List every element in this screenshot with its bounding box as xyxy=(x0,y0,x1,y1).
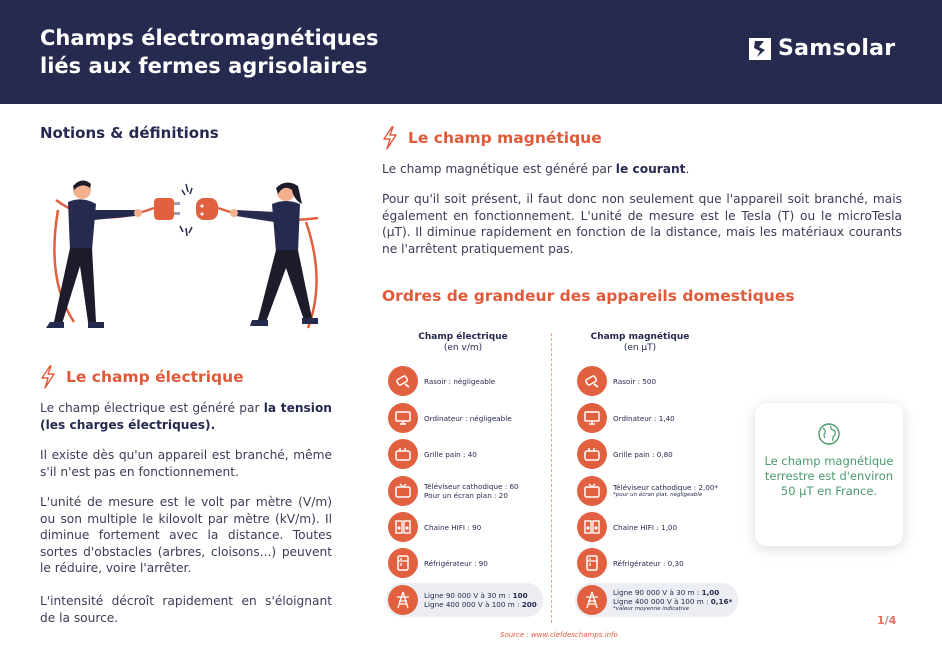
list-item-magnetic-hifi: Chaine HIFI : 1,00 xyxy=(577,512,677,542)
tug-of-war-plug-illustration xyxy=(36,170,336,335)
lightning-bolt-icon xyxy=(40,365,56,389)
magnetic-column-header: Champ magnétique (en µT) xyxy=(590,332,690,353)
magnetic-field-heading xyxy=(382,126,602,150)
notions-title: Notions & définitions xyxy=(40,124,219,142)
list-item-magnetic-tv: Téléviseur cathodique : 2,00* *pour un écran plat, négligeable xyxy=(577,476,718,506)
list-item-electric-powerline: Ligne 90 000 V à 30 m : 100 Ligne 400 000 V à 100 m : 200 xyxy=(386,583,543,617)
ordres-title: Ordres de grandeur des appareils domestiques xyxy=(382,287,795,305)
tv-icon xyxy=(577,476,607,506)
pylon-icon xyxy=(388,585,418,615)
electric-p4: L'intensité décroît rapidement en s'éloignant de la source. xyxy=(40,594,332,625)
list-item-electric-fridge: Réfrigérateur : 90 xyxy=(388,548,488,578)
hifi-icon xyxy=(388,512,418,542)
globe-icon xyxy=(817,422,841,446)
magnetic-p2: Pour qu'il soit présent, il faut donc non seulement que l'appareil soit branché, mais également en fonctionnement. L'unité de mesure est le Tesla (T) ou le microTesla (µT). Il diminue rapidement en fonction de la distance, mais les matériaux courants ne l'arrêtent pratiquement pas. xyxy=(382,192,902,256)
electric-field-heading xyxy=(40,365,244,389)
magnetic-field-title: Le champ magnétique xyxy=(408,129,602,147)
list-item-electric-computer: Ordinateur : négligeable xyxy=(388,403,512,433)
toaster-icon xyxy=(577,439,607,469)
page-number: 1/4 xyxy=(877,614,897,627)
fridge-icon xyxy=(388,548,418,578)
list-item-magnetic-toaster: Grille pain : 0,80 xyxy=(577,439,673,469)
list-item-magnetic-fridge: Réfrigérateur : 0,30 xyxy=(577,548,684,578)
lightning-bolt-icon xyxy=(382,126,398,150)
list-item-electric-razor: Rasoir : négligeable xyxy=(388,366,495,396)
brand-name: Samsolar xyxy=(778,36,896,61)
razor-icon xyxy=(577,366,607,396)
list-item-magnetic-razor: Rasoir : 500 xyxy=(577,366,656,396)
electric-column-header: Champ électrique (en v/m) xyxy=(418,332,508,353)
brand-logo xyxy=(748,36,895,61)
magnetic-p1: Le champ magnétique est généré par le courant. xyxy=(382,162,690,176)
razor-icon xyxy=(388,366,418,396)
tv-icon xyxy=(388,476,418,506)
electric-field-title: Le champ électrique xyxy=(66,368,244,386)
title-line-1: Champs électromagnétiques xyxy=(40,26,379,50)
electric-p1: Le champ électrique est généré par la tension (les charges électriques). xyxy=(40,401,332,432)
electric-p3: L'unité de mesure est le volt par mètre (V/m) ou son multiple le kilovolt par mètre (kV/m). Il diminue fortement avec la distance. Toutes sortes d'obstacles (arbres, cloisons...) peuvent le réduire, voire l'arrêter. xyxy=(40,495,332,575)
header-banner xyxy=(0,0,942,104)
column-divider xyxy=(551,333,552,623)
list-item-electric-tv: Téléviseur cathodique : 60 Pour un écran plan : 20 xyxy=(388,476,519,506)
pylon-icon xyxy=(577,585,607,615)
earth-field-text: Le champ magnétique terrestre est d'environ 50 µT en France. xyxy=(764,454,894,498)
samsolar-logo-icon xyxy=(748,37,772,61)
list-item-magnetic-computer: Ordinateur : 1,40 xyxy=(577,403,675,433)
computer-icon xyxy=(388,403,418,433)
document-title xyxy=(40,24,400,80)
list-item-electric-toaster: Grille pain : 40 xyxy=(388,439,477,469)
list-item-electric-hifi: Chaine HIFI : 90 xyxy=(388,512,481,542)
source-note: Source : www.clefdeschamps.info xyxy=(500,631,618,639)
fridge-icon xyxy=(577,548,607,578)
title-line-2: liés aux fermes agrisolaires xyxy=(40,54,368,78)
earth-field-card xyxy=(755,403,903,546)
hifi-icon xyxy=(577,512,607,542)
toaster-icon xyxy=(388,439,418,469)
list-item-magnetic-powerline: Ligne 90 000 V à 30 m : 1,00 Ligne 400 000 V à 100 m : 0,16* *valeur moyenne indicative xyxy=(575,583,738,617)
computer-icon xyxy=(577,403,607,433)
electric-p2: Il existe dès qu'un appareil est branché, même s'il n'est pas en fonctionnement. xyxy=(40,448,332,479)
